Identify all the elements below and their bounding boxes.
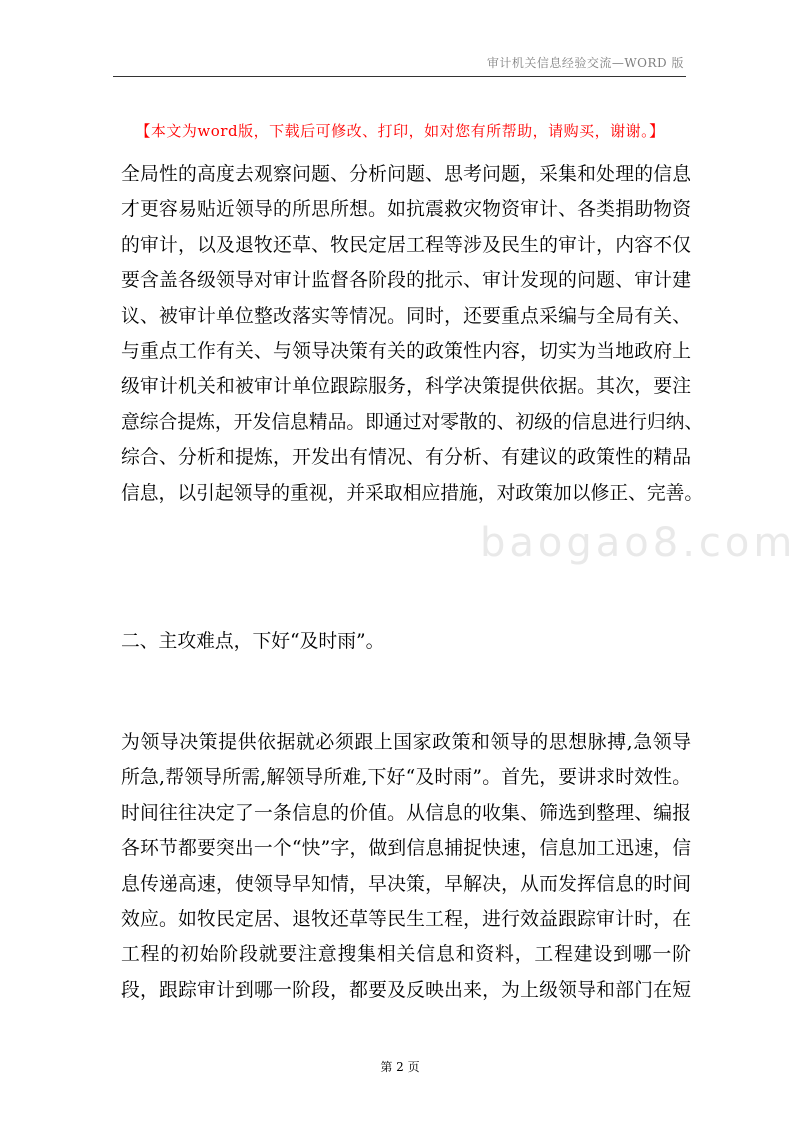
paragraph-line: 效应。如牧民定居、退牧还草等民生工程，进行效益跟踪审计时，在 <box>121 908 691 930</box>
paragraph-line: 级审计机关和被审计单位跟踪服务，科学决策提供依据。其次，要注 <box>121 376 691 398</box>
body-paragraph-1 <box>121 157 704 511</box>
paragraph-line: 所急,帮领导所需,解领导所难,下好“及时雨”。首先，要讲求时效性。 <box>121 767 691 789</box>
page-header <box>113 50 686 77</box>
paragraph-line: 要含盖各级领导对审计监督各阶段的批示、审计发现的问题、审计建 <box>121 270 691 292</box>
paragraph-line: 时间往往决定了一条信息的价值。从信息的收集、筛选到整理、编报 <box>121 802 691 824</box>
section-heading: 二、主攻难点，下好“及时雨”。 <box>121 631 385 652</box>
paragraph-line: 的审计，以及退牧还草、牧民定居工程等涉及民生的审计，内容不仅 <box>121 234 691 256</box>
paragraph-line: 与重点工作有关、与领导决策有关的政策性内容，切实为当地政府上 <box>121 340 691 362</box>
header-title: 审计机关信息经验交流—WORD 版 <box>486 56 684 70</box>
page-number: 第 2 页 <box>380 1060 420 1074</box>
paragraph-line: 意综合提炼，开发信息精品。即通过对零散的、初级的信息进行归纳、 <box>121 411 704 433</box>
paragraph-line: 各环节都要突出一个“快”字，做到信息捕捉快速，信息加工迅速，信 <box>121 838 691 860</box>
purchase-notice: 【本文为word版，下载后可修改、打印，如对您有所帮助，请购买，谢谢。】 <box>135 122 665 140</box>
paragraph-line: 议、被审计单位整改落实等情况。同时，还要重点采编与全局有关、 <box>121 305 691 327</box>
watermark: baogao8.com <box>480 520 797 566</box>
paragraph-line: 综合、分析和提炼，开发出有情况、有分析、有建议的政策性的精品 <box>121 447 691 469</box>
body-paragraph-2 <box>121 725 691 1008</box>
paragraph-line: 为领导决策提供依据就必须跟上国家政策和领导的思想脉搏,急领导 <box>121 732 691 753</box>
paragraph-line: 段，跟踪审计到哪一阶段，都要及反映出来，为上级领导和部门在短 <box>121 979 691 1001</box>
paragraph-line: 信息，以引起领导的重视，并采取相应措施，对政策加以修正、完善。 <box>121 482 704 504</box>
paragraph-line: 全局性的高度去观察问题、分析问题、思考问题，采集和处理的信息 <box>121 164 691 185</box>
paragraph-line: 息传递高速，使领导早知情，早决策，早解决，从而发挥信息的时间 <box>121 873 691 895</box>
paragraph-line: 工程的初始阶段就要注意搜集相关信息和资料，工程建设到哪一阶 <box>121 944 691 966</box>
paragraph-line: 才更容易贴近领导的所思所想。如抗震救灾物资审计、各类捐助物资 <box>121 199 691 221</box>
